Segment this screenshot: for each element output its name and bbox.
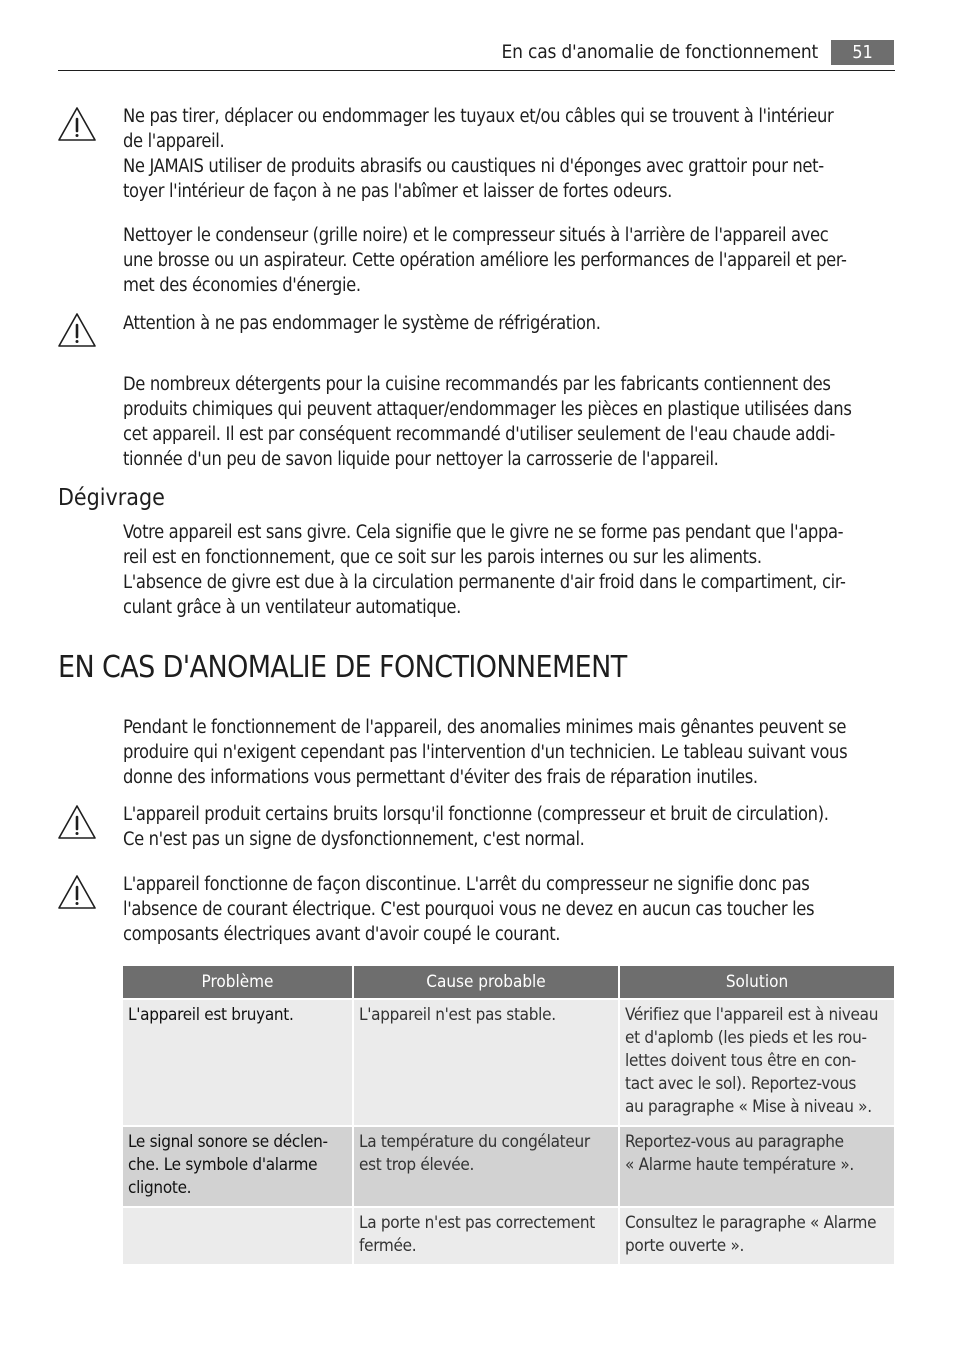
paragraph-intro-anomalies: Pendant le fonctionnement de l'appareil, des anomalies minimes mais gênantes peuvent se produire qui n'exigent cependant pas l'intervention d'un technicien. Le tableau suivant vous donne des informations vous permettant d'éviter des frais de réparation inutiles. (123, 717, 848, 788)
cause-cell: La température du congélateur est trop élevée. (354, 1127, 618, 1208)
cause-cell: La porte n'est pas correctement fermée. (354, 1208, 618, 1266)
table-row (123, 1208, 894, 1266)
solution-cell: Reportez-vous au paragraphe « Alarme haute température ». (620, 1127, 894, 1208)
column-header-solution: Solution (620, 966, 894, 1000)
problem-cell (123, 1208, 352, 1266)
running-header-title: En cas d'anomalie de fonctionnement (501, 41, 818, 63)
paragraph-courant-warning: L'appareil fonctionne de façon discontinue. L'arrêt du compresseur ne signifie donc pas l'absence de courant électrique. C'est pourquoi vous ne devez en aucun cas toucher les composants électriques avant d'avoir coupé le courant. (123, 874, 815, 945)
paragraph-bruits-warning: L'appareil produit certains bruits lorsqu'il fonctionne (compresseur et bruit de circulation). Ce n'est pas un signe de dysfonctionnement, c'est normal. (123, 804, 829, 850)
problem-cell: L'appareil est bruyant. (123, 1000, 352, 1127)
warning-triangle-icon (57, 874, 97, 910)
column-header-cause: Cause probable (354, 966, 618, 1000)
warning-triangle-icon (57, 312, 97, 348)
paragraph-condenseur: Nettoyer le condenseur (grille noire) et le compresseur situés à l'arrière de l'appareil avec une brosse ou un aspirateur. Cette opération améliore les performances de l'appareil et per- met des économies d'énergie. (123, 225, 847, 296)
paragraph-degivrage: Votre appareil est sans givre. Cela signifie que le givre ne se forme pas pendant que l'appa- reil est en fonctionnement, que ce soit sur les parois internes ou sur les aliments. L'absence de givre est due à la circulation permanente d'air froid dans le compartiment, cir- culant grâce à un ventilateur automatique. (123, 522, 846, 618)
table-row (123, 1000, 894, 1127)
solution-cell: Consultez le paragraphe « Alarme porte ouverte ». (620, 1208, 894, 1266)
column-header-probleme: Problème (123, 966, 352, 1000)
solution-cell: Vérifiez que l'appareil est à niveau et d'aplomb (les pieds et les rou- lettes doivent tous être en con- tact avec le sol). Reportez-vous au paragraphe « Mise à niveau ». (620, 1000, 894, 1127)
subheading-degivrage: Dégivrage (58, 485, 165, 511)
troubleshooting-table (121, 966, 896, 1266)
section-title: EN CAS D'ANOMALIE DE FONCTIONNEMENT (58, 650, 627, 685)
table-row (123, 1127, 894, 1208)
page-number: 51 (831, 40, 894, 65)
table-header-row (123, 966, 894, 1000)
paragraph-detergents: De nombreux détergents pour la cuisine recommandés par les fabricants contiennent des produits chimiques qui peuvent attaquer/endommager les pièces en plastique utilisées dans cet appareil. Il est par conséquent recommandé d'utiliser seulement de l'eau chaude addi- tionnée d'un peu de savon liquide pour nettoyer la carrosserie de l'appareil. (123, 374, 852, 470)
paragraph-tuyaux-warning: Ne pas tirer, déplacer ou endommager les tuyaux et/ou câbles qui se trouvent à l'intérieur de l'appareil. Ne JAMAIS utiliser de produits abrasifs ou caustiques ni d'éponges avec grattoir pour net- toyer l'intérieur de façon à ne pas l'abîmer et laisser de fortes odeurs. (123, 106, 834, 202)
cause-cell: L'appareil n'est pas stable. (354, 1000, 618, 1127)
problem-cell: Le signal sonore se déclen- che. Le symbole d'alarme clignote. (123, 1127, 352, 1208)
paragraph-refrigeration-warning: Attention à ne pas endommager le système de réfrigération. (123, 313, 601, 334)
header-divider (58, 70, 895, 71)
warning-triangle-icon (57, 106, 97, 142)
warning-triangle-icon (57, 804, 97, 840)
